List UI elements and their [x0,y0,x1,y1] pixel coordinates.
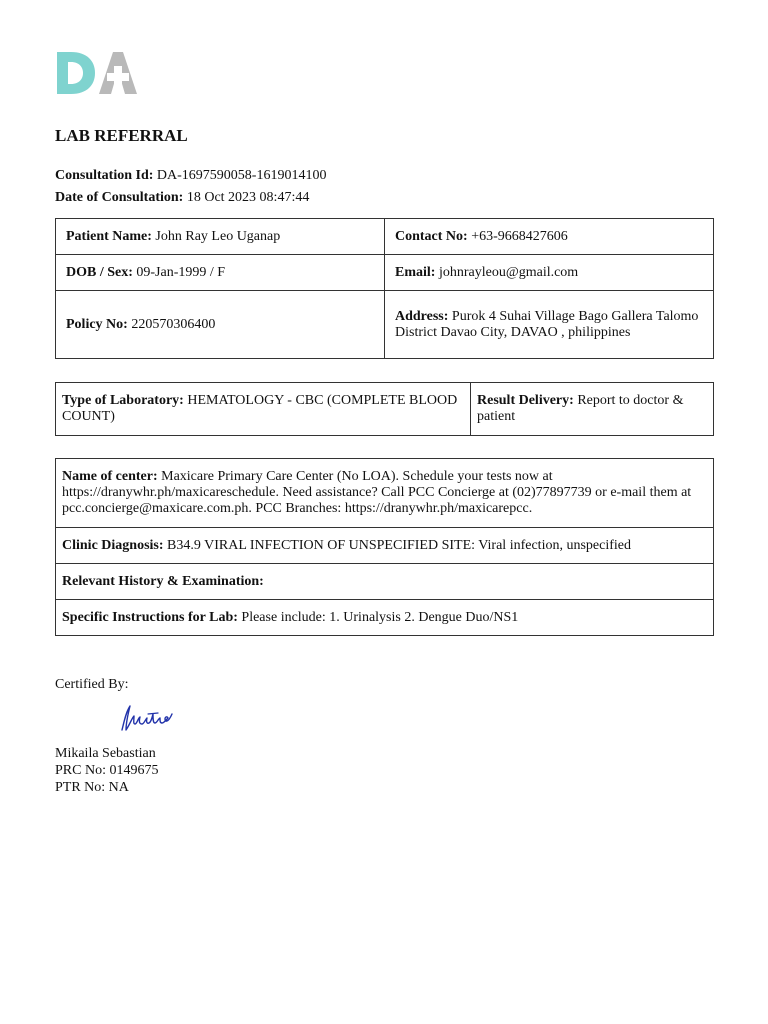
signature [118,700,174,736]
lab-type-cell: Type of Laboratory: HEMATOLOGY - CBC (COMPLETE BLOOD COUNT) [56,383,471,436]
dob-sex-cell: DOB / Sex: 09-Jan-1999 / F [56,255,385,291]
diagnosis-cell: Clinic Diagnosis: B34.9 VIRAL INFECTION OF UNSPECIFIED SITE: Viral infection, unspecified [56,528,714,564]
consultation-date: Date of Consultation: 18 Oct 2023 08:47:44 [55,190,310,205]
instructions-cell: Specific Instructions for Lab: Please include: 1. Urinalysis 2. Dengue Duo/NS1 [56,600,714,636]
certified-by-label: Certified By: [55,677,129,692]
result-delivery-cell: Result Delivery: Report to doctor & patient [471,383,714,436]
consultation-id: Consultation Id: DA-1697590058-1619014100 [55,168,327,183]
da-logo [57,52,137,94]
ptr-number: PTR No: NA [55,780,129,795]
center-cell: Name of center: Maxicare Primary Care Center (No LOA). Schedule your tests now at https://dranywhr.ph/maxicareschedule. Need assistance? Call PCC Concierge at (02)77897739 or e-mail them at pcc.concierge@maxicare.com.ph. PCC Branches: https://dranywhr.ph/maxicarepcc. [56,459,714,528]
prc-number: PRC No: 0149675 [55,763,159,778]
history-cell: Relevant History & Examination: [56,564,714,600]
policy-cell: Policy No: 220570306400 [56,291,385,359]
patient-name-cell: Patient Name: John Ray Leo Uganap [56,219,385,255]
patient-info-table [55,218,714,359]
page-title: LAB REFERRAL [55,126,188,145]
certifier-name: Mikaila Sebastian [55,746,156,761]
email-cell: Email: johnrayleou@gmail.com [385,255,714,291]
contact-cell: Contact No: +63-9668427606 [385,219,714,255]
referral-details-table [55,458,714,636]
lab-info-table [55,382,714,436]
address-cell: Address: Purok 4 Suhai Village Bago Gallera Talomo District Davao City, DAVAO , philippines [385,291,714,359]
logo-letter-d [57,52,95,94]
